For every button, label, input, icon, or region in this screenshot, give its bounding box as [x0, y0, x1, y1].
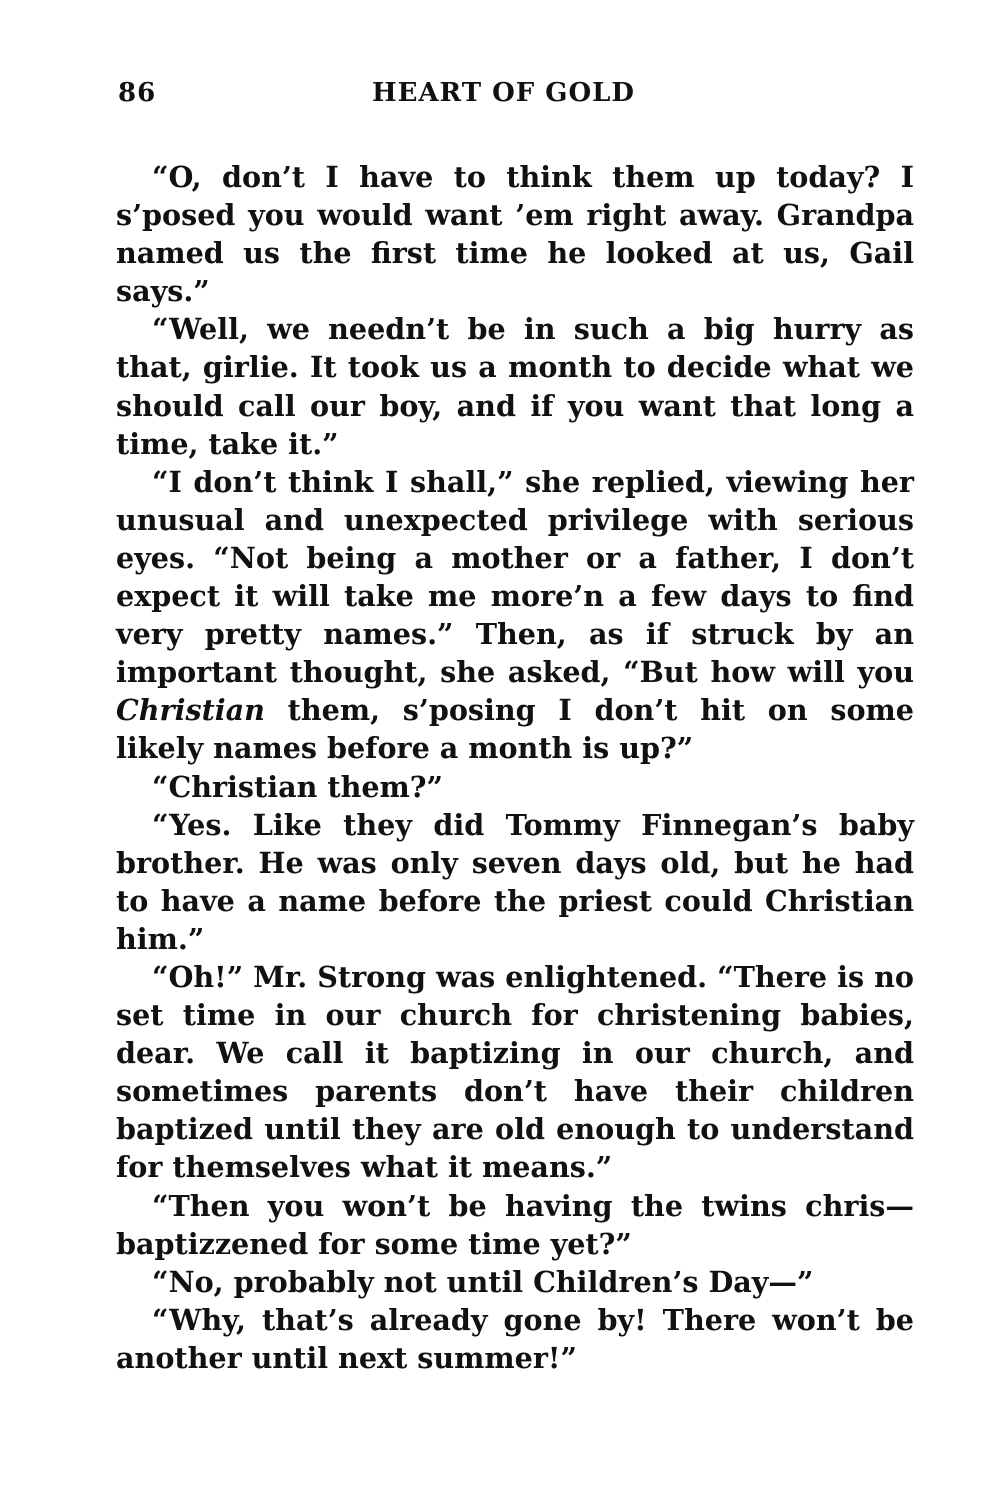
page-body — [116, 158, 914, 1377]
italic-word: Christian — [116, 693, 265, 728]
page-number: 86 — [118, 78, 157, 108]
paragraph-text: them, s’posing I don’t hit on some likely names before a month is up?” — [116, 693, 914, 766]
paragraph: “Christian them?” — [152, 769, 444, 804]
paragraph: “Then you won’t be having the twins chris— baptizzened for some time yet?” — [116, 1188, 914, 1261]
page-header — [118, 78, 914, 118]
paragraph: “Why, that’s already gone by! There won’t be another until next summer!” — [116, 1302, 914, 1375]
running-title: HEART OF GOLD — [372, 78, 635, 108]
paragraph: “Yes. Like they did Tommy Finnegan’s baby brother. He was only seven days old, but he had to have a name before the priest could Christian him.” — [116, 807, 914, 956]
paragraph: “Well, we needn’t be in such a big hurry as that, girlie. It took us a month to decide what we should call our boy, and if you want that long a time, take it.” — [116, 312, 914, 461]
paragraph: “No, probably not until Children’s Day—” — [152, 1264, 814, 1299]
paragraph-text: “I don’t think I shall,” she replied, viewing her unusual and unexpected privilege with serious eyes. “Not being a mother or a father, I don’t expect it will take me more’n a few days to find very pretty names.” Then, as if struck by an important thought, she asked, “But how will you — [116, 464, 914, 690]
paragraph: “Oh!” Mr. Strong was enlightened. “There is no set time in our church for christening babies, dear. We call it baptizing in our church, and sometimes parents don’t have their children baptized until they are old enough to understand for themselves what it means.” — [116, 959, 914, 1185]
paragraph — [116, 463, 914, 768]
paragraph: “O, don’t I have to think them up today? I s’posed you would want ’em right away. Grandpa named us the first time he looked at us, Gail says.” — [116, 160, 914, 309]
